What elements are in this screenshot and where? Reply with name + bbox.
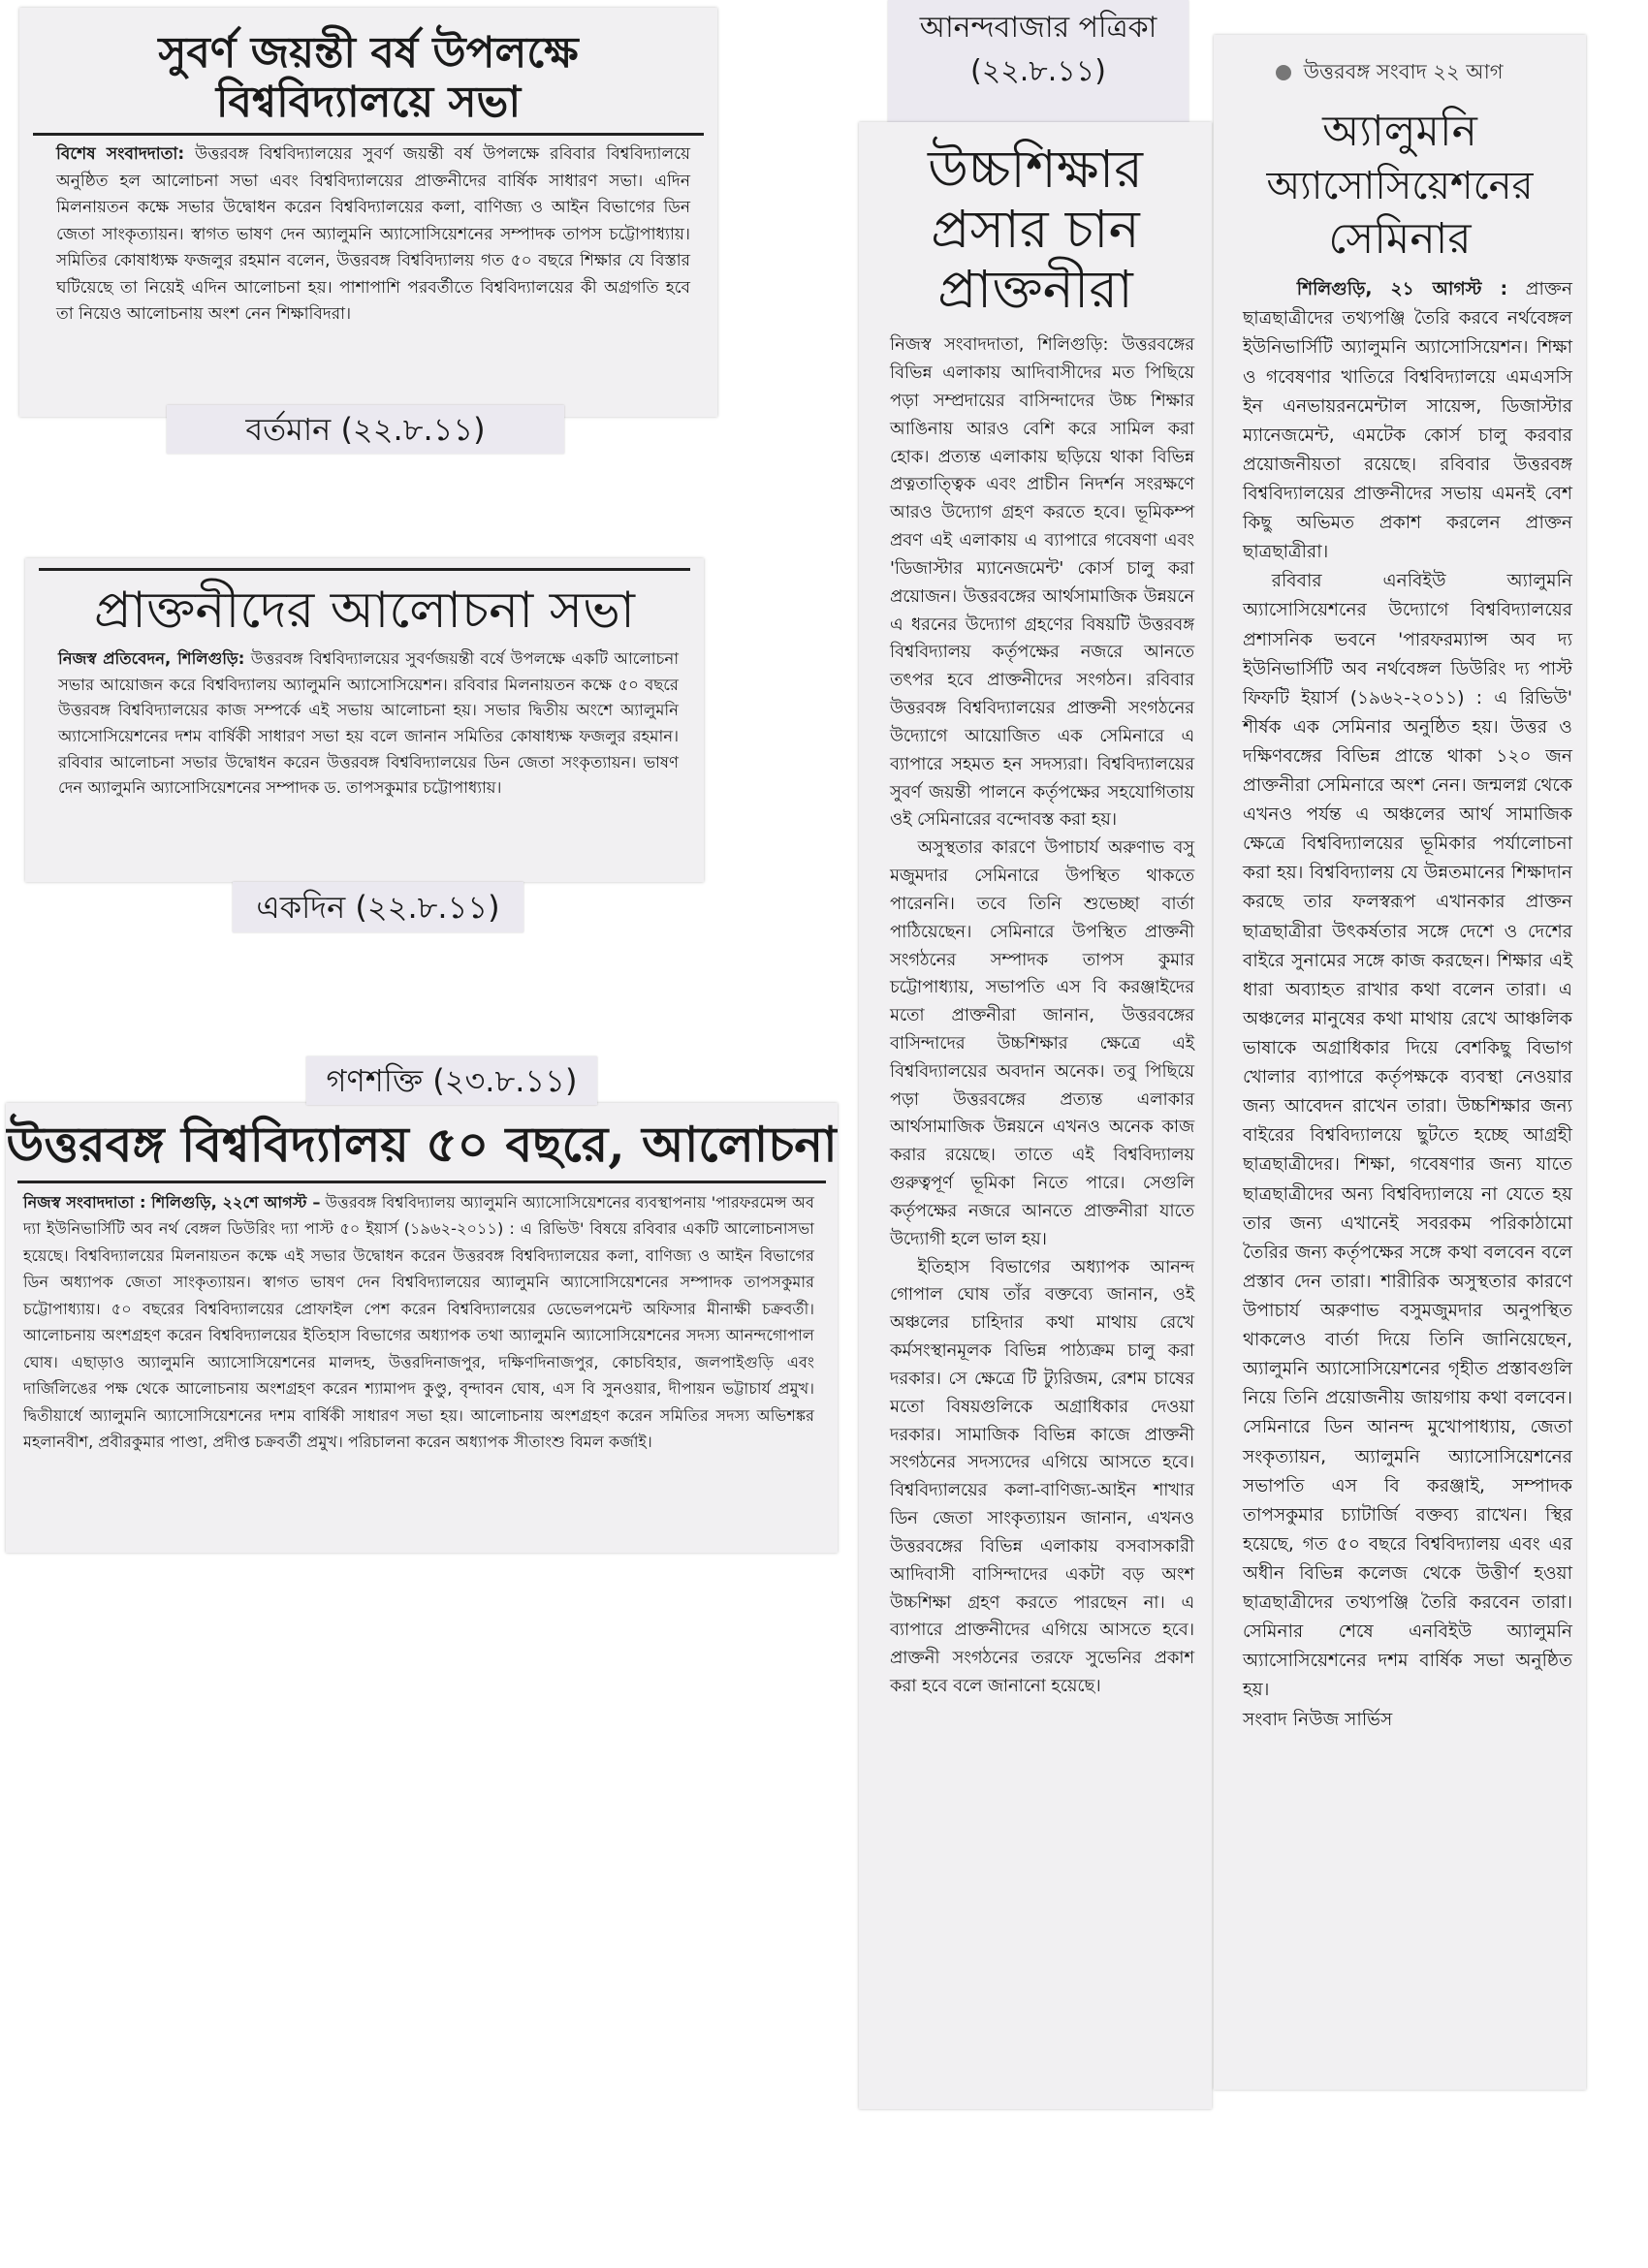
emblem-icon (1276, 65, 1291, 80)
credit: সংবাদ নিউজ সার্ভিস (1243, 1709, 1393, 1730)
source-bartaman: বর্তমান (২২.৮.১১) (167, 405, 564, 454)
headline-line-1: উচ্চশিক্ষার (928, 139, 1143, 200)
article-text: উত্তরবঙ্গ বিশ্ববিদ্যালয় অ্যালুমনি অ্যাসোসিয়েশনের ব্যবস্থাপনায় 'পারফরমেন্স অব দ্যা ইউনিভার্সিটি অব নর্থ বেঙ্গল ডিউরিং দ্যা পাস্ট ৫০ ইয়ার্স (১৯৬২-২০১১) : এ রিভিউ' বিষয়ে রবিবার একটি আলোচনাসভা হয়েছে। বিশ্ববিদ্যালয়ের মিলনায়তন কক্ষে এই সভার উদ্বোধন করেন উত্তরবঙ্গ বিশ্ববিদ্যালয়ের কলা, বাণিজ্য ও আইন বিভাগের ডিন অধ্যাপক জেতা সাংকৃত্যায়ন। স্বাগত ভাষণ দেন বিশ্ববিদ্যালয়ের অ্যালুমনি অ্যাসোসিয়েশনের সম্পাদক তাপসকুমার চট্টোপাধ্যায়। ৫০ বছরের বিশ্ববিদ্যালয়ের প্রোফাইল পেশ করেন বিশ্ববিদ্যালয়ের ডেভেলপমেন্ট অফিসার মীনাক্ষী চক্রবর্তী। আলোচনায় অংশগ্রহণ করেন বিশ্ববিদ্যালয়ের ইতিহাস বিভাগের অধ্যাপক তথা অ্যালুমনি অ্যাসোসিয়েশনের সদস্য আনন্দগোপাল ঘোষ। এছাড়াও অ্যালুমনি অ্যাসোসিয়েশনের মালদহ, উত্তরদিনাজপুর, দক্ষিণদিনাজপুর, কোচবিহার, জলপাইগুড়ি এবং দার্জিলিঙের পক্ষ থেকে আলোচনায় অংশগ্রহণ করেন শ্যামাপদ কুণ্ডু, বৃন্দাবন ঘোষ, এস বি সুনওয়ার, দীপায়ন ভট্টাচার্য প্রমুখ। দ্বিতীয়ার্ধে অ্যালুমনি অ্যাসোসিয়েশনের দশম বার্ষিকী সাধারণ সভা হয়। আলোচনায় অংশগ্রহণ করেন সমিতির সদস্য অভিশঙ্কর মহলানবীশ, প্রবীরকুমার পাণ্ডা, প্রদীপ্ত চক্রবর্তী প্রমুখ। পরিচালনা করেন অধ্যাপক সীতাংশু বিমল কর্জাই। (23, 1192, 814, 1452)
headline: উত্তরবঙ্গ বিশ্ববিদ্যালয় ৫০ বছরে, আলোচনা (6, 1116, 838, 1173)
headline-line-2: অ্যাসোসিয়েশনের (1266, 163, 1534, 208)
headline-line-2: প্রসার চান (931, 199, 1140, 261)
clip-anandabazar-body (859, 324, 1212, 1701)
source-uttarbanga-sambad (1214, 35, 1586, 96)
article-text: প্রাক্তন ছাত্রছাত্রীদের তথ্যপঞ্জি তৈরি করবে নর্থবেঙ্গল ইউনিভার্সিটি অ্যালুমনি অ্যাসোসিয়েশন। শিক্ষা ও গবেষণার খাতিরে বিশ্ববিদ্যালয়ে এমএসসি ইন এনভায়রনমেন্টাল সায়েন্স, ডিজাস্টার ম্যানেজমেন্ট, এমটেক কোর্স চালু করবার প্রয়োজনীয়তা রয়েছে। রবিবার উত্তরবঙ্গ বিশ্ববিদ্যালয়ের প্রাক্তনীদের সভায় এমনই বেশ কিছু অভিমত প্রকাশ করলেন প্রাক্তন ছাত্রছাত্রীরা। (1243, 279, 1572, 563)
source-name: আনন্দবাজার পত্রিকা (919, 11, 1157, 45)
byline: নিজস্ব প্রতিবেদন, শিলিগুড়ি: (58, 648, 245, 668)
headline-line-1: অ্যালুমনি (1322, 107, 1477, 156)
clip-anandabazar-headline (859, 122, 1212, 324)
paragraph-1 (890, 331, 1194, 835)
clip-uttarbanga-headline (1214, 96, 1586, 271)
article-text: উত্তরবঙ্গ বিশ্ববিদ্যালয়ের সুবর্ণ জয়ন্তী বর্ষ উপলক্ষে রবিবার বিশ্ববিদ্যালয়ে অনুষ্ঠিত হল আলোচনা সভা এবং বিশ্ববিদ্যালয়ের প্রাক্তনীদের বার্ষিক সাধারণ সভা। এদিন মিলনায়তন কক্ষে সভার উদ্বোধন করেন বিশ্ববিদ্যালয়ের কলা, বাণিজ্য ও আইন বিভাগের ডিন জেতা সাংকৃত্যায়ন। স্বাগত ভাষণ দেন অ্যালুমনি অ্যাসোসিয়েশনের সম্পাদক তাপস চট্টোপাধ্যায়। সমিতির কোষাধ্যক্ষ ফজলুর রহমান বলেন, উত্তরবঙ্গ বিশ্ববিদ্যালয় গত ৫০ বছরে শিক্ষার যে বিস্তার ঘটিয়েছে তা নিয়েই এদিন আলোচনা হয়। পাশাপাশি পরবর্তীতে বিশ্ববিদ্যালয়ের কী অগ্রগতি হবে তা নিয়েও আলোচনায় অংশ নেন শিক্ষাবিদরা। (56, 144, 690, 325)
clip-bartaman-headline (19, 8, 717, 133)
source-date: (২২.৮.১১) (970, 54, 1106, 88)
source-anandabazar (888, 0, 1188, 126)
clip-uttarbanga-body (1214, 271, 1586, 1734)
clip-ekdin (25, 558, 704, 882)
clip-ganashakti-body (6, 1183, 838, 1456)
article-text: উত্তরবঙ্গের বিভিন্ন এলাকায় আদিবাসীদের মত পিছিয়ে পড়া সম্প্রদায়ের বাসিন্দাদের উচ্চ শিক্ষার আঙিনায় আরও বেশি করে সামিল করা হোক। প্রত্যন্ত এলাকায় ছড়িয়ে থাকা বিভিন্ন প্রত্নতাত্ত্বিক এবং প্রাচীন নিদর্শন সংরক্ষণে আরও উদ্যোগ গ্রহণ করতে হবে। ভূমিকম্প প্রবণ এই এলাকায় এ ব্যাপারে গবেষণা এবং 'ডিজাস্টার ম্যানেজমেন্ট' কোর্স চালু করা প্রয়োজন। উত্তরবঙ্গের আর্থসামাজিক উন্নয়নে এ ধরনের উদ্যোগ গ্রহণের বিষয়টি উত্তরবঙ্গ বিশ্ববিদ্যালয় কর্তৃপক্ষের নজরে আনতে তৎপর হবে প্রাক্তনীদের সংগঠন। রবিবার উত্তরবঙ্গ বিশ্ববিদ্যালয়ের প্রাক্তনী সংগঠনের উদ্যোগে আয়োজিত এক সেমিনারে এ ব্যাপারে সহমত হন সদস্যরা। বিশ্ববিদ্যালয়ের সুবর্ণ জয়ন্তী পালনে কর্তৃপক্ষের সহযোগিতায় ওই সেমিনারের বন্দোবস্ত করা হয়। (890, 334, 1194, 831)
paragraph-2: অসুস্থতার কারণে উপাচার্য অরুণাভ বসু মজুমদার সেমিনারে উপস্থিত থাকতে পারেননি। তবে তিনি শুভেচ্ছা বার্তা পাঠিয়েছেন। সেমিনারে উপস্থিত প্রাক্তনী সংগঠনের সম্পাদক তাপস কুমার চট্টোপাধ্যায়, সভাপতি এস বি করঞ্জাইদের মতো প্রাক্তনীরা জানান, উত্তরবঙ্গের বাসিন্দাদের উচ্চশিক্ষার ক্ষেত্রে এই বিশ্ববিদ্যালয়ের অবদান অনেক। তবু পিছিয়ে পড়া উত্তরবঙ্গের প্রত্যন্ত এলাকার আর্থসামাজিক উন্নয়নে এখনও অনেক কাজ করার রয়েছে। তাতে এই বিশ্ববিদ্যালয় গুরুত্বপূর্ণ ভূমিকা নিতে পারে। সেগুলি কর্তৃপক্ষের নজরে আনতে প্রাক্তনীরা যাতে উদ্যোগী হলে ভাল হয়। (890, 837, 1194, 1249)
paragraph-3: ইতিহাস বিভাগের অধ্যাপক আনন্দ গোপাল ঘোষ তাঁর বক্তব্যে জানান, ওই অঞ্চলের চাহিদার কথা মাথায় রেখে কর্মসংস্থানমূলক বিভিন্ন পাঠ্যক্রম চালু করা দরকার। সে ক্ষেত্রে টি ট্যুরিজম, রেশম চাষের মতো বিষয়গুলিকে অগ্রাধিকার দেওয়া দরকার। সামাজিক বিভিন্ন কাজে প্রাক্তনী সংগঠনের সদস্যদের এগিয়ে আসতে হবে। বিশ্ববিদ্যালয়ের কলা-বাণিজ্য-আইন শাখার ডিন জেতা সাংকৃত্যায়ন জানান, এখনও উত্তরবঙ্গের বিভিন্ন এলাকায় বসবাসকারী আদিবাসী বাসিন্দাদের একটা বড় অংশ উচ্চশিক্ষা গ্রহণ করতে পারছেন না। এ ব্যাপারে প্রাক্তনীদের এগিয়ে আসতে হবে। প্রাক্তনী সংগঠনের তরফে সুভেনির প্রকাশ করা হবে বলে জানানো হয়েছে। (890, 1256, 1194, 1697)
source-ekdin: একদিন (২২.৮.১১) (233, 882, 523, 932)
byline: নিজস্ব সংবাদদাতা, শিলিগুড়ি: (890, 334, 1109, 356)
source-ganashakti: গণশক্তি (২৩.৮.১১) (306, 1056, 597, 1105)
clip-bartaman-body (19, 136, 717, 329)
byline: শিলিগুড়ি, ২১ আগস্ট : (1296, 279, 1508, 300)
paragraph-2: রবিবার এনবিইউ অ্যালুমনি অ্যাসোসিয়েশনের উদ্যোগে বিশ্ববিদ্যালয়ের প্রশাসনিক ভবনে 'পারফরম্যান্স অব দ্য ইউনিভার্সিটি অব নর্থবেঙ্গল ডিউরিং দ্য পাস্ট ফিফটি ইয়ার্স (১৯৬২-২০১১) : এ রিভিউ' শীর্ষক এক সেমিনার অনুষ্ঠিত হয়। উত্তর ও দক্ষিণবঙ্গের বিভিন্ন প্রান্তে থাকা ১২০ জন প্রাক্তনীরা সেমিনারে অংশ নেন। জন্মলগ্ন থেকে এখনও পর্যন্ত এ অঞ্চলের আর্থ সামাজিক ক্ষেত্রে বিশ্ববিদ্যালয়ের ভূমিকার পর্যালোচনা করা হয়। বিশ্ববিদ্যালয় যে উন্নতমানের শিক্ষাদান করছে তার ফলস্বরূপ এখানকার প্রাক্তন ছাত্রছাত্রীরা উৎকর্ষতার সঙ্গে দেশে ও দেশের বাইরে সুনামের সঙ্গে কাজ করছেন। শিক্ষার এই ধারা অব্যাহত রাখার কথা বলেন তারা। এ অঞ্চলের মানুষের কথা মাথায় রেখে আঞ্চলিক ভাষাকে অগ্রাধিকার দিয়ে বেশকিছু বিভাগ খোলার ব্যাপারে কর্তৃপক্ষকে ব্যবস্থা নেওয়ার জন্য আবেদন রাখেন তারা। উচ্চশিক্ষার জন্য বাইরের বিশ্ববিদ্যালয়ে ছুটতে হচ্ছে আগ্রহী ছাত্রছাত্রীদের। শিক্ষা, গবেষণার জন্য যাতে ছাত্রছাত্রীদের অন্য বিশ্ববিদ্যালয়ে না যেতে হয় তার জন্য এখানেই সবরকম পরিকাঠামো তৈরির জন্য কর্তৃপক্ষের সঙ্গে কথা বলবেন বলে প্রস্তাব দেন তারা। শারীরিক অসুস্থতার কারণে উপাচার্য অরুণাভ বসুমজুমদার অনুপস্থিত থাকলেও বার্তা দিয়ে তিনি জানিয়েছেন, অ্যালুমনি অ্যাসোসিয়েশনের গৃহীত প্রস্তাবগুলি নিয়ে তিনি প্রয়োজনীয় জায়গায় কথা বলবেন। সেমিনারে ডিন আনন্দ মুখোপাধ্যায়, জেতা সংকৃত্যায়ন, অ্যালুমনি অ্যাসোসিয়েশনের সভাপতি এস বি করঞ্জাই, সম্পাদক তাপসকুমার চ্যাটার্জি বক্তব্য রাখেন। স্থির হয়েছে, গত ৫০ বছরে বিশ্ববিদ্যালয় এবং এর অধীন বিভিন্ন কলেজ থেকে উত্তীর্ণ হওয়া ছাত্রছাত্রীদের তথ্যপঞ্জি তৈরি করবেন তারা। সেমিনার শেষে এনবিইউ অ্যালুমনি অ্যাসোসিয়েশনের দশম বার্ষিক সভা অনুষ্ঠিত হয়। (1243, 571, 1572, 1701)
headline-line-1: সুবর্ণ জয়ন্তী বর্ষ উপলক্ষে (158, 28, 579, 78)
source-text: উত্তরবঙ্গ সংবাদ ২২ আগ (1303, 60, 1504, 83)
headline-line-3: সেমিনার (1328, 213, 1472, 264)
clip-bartaman (19, 8, 717, 417)
clip-ganashakti (6, 1103, 838, 1553)
clip-ekdin-body (25, 646, 704, 802)
headline-line-2: বিশ্ববিদ্যালয়ে সভা (215, 77, 522, 127)
clip-anandabazar (859, 122, 1212, 2109)
paragraph-1 (1243, 275, 1572, 567)
article-text: উত্তরবঙ্গ বিশ্ববিদ্যালয়ের সুবর্ণজয়ন্তী বর্ষে উপলক্ষে একটি আলোচনা সভার আয়োজন করে বিশ্ববিদ্যালয় অ্যালুমনি অ্যাসোসিয়েশন। রবিবার মিলনায়তন কক্ষে ৫০ বছরে উত্তরবঙ্গ বিশ্ববিদ্যালয়ের কাজ সম্পর্কে এই সভায় আলোচনা হয়। সভার দ্বিতীয় অংশে অ্যালুমনি অ্যাসোসিয়েশনের দশম বার্ষিকী সাধারণ সভা হয় বলে জানান সমিতির কোষাধ্যক্ষ ফজলুর রহমান। রবিবার আলোচনা সভার উদ্বোধন করেন উত্তরবঙ্গ বিশ্ববিদ্যালয়ের ডিন জেতা সংকৃত্যায়ন। ভাষণ দেন অ্যালুমনি অ্যাসোসিয়েশনের সম্পাদক ড. তাপসকুমার চট্টোপাধ্যায়। (58, 648, 680, 798)
headline: প্রাক্তনীদের আলোচনা সভা (94, 582, 635, 640)
headline-line-3: প্রাক্তনীরা (937, 259, 1133, 321)
byline: নিজস্ব সংবাদদাতা : শিলিগুড়ি, ২২শে আগস্ট – (23, 1192, 321, 1212)
clip-uttarbanga-sambad (1214, 35, 1586, 2090)
byline: বিশেষ সংবাদদাতা: (56, 144, 185, 165)
